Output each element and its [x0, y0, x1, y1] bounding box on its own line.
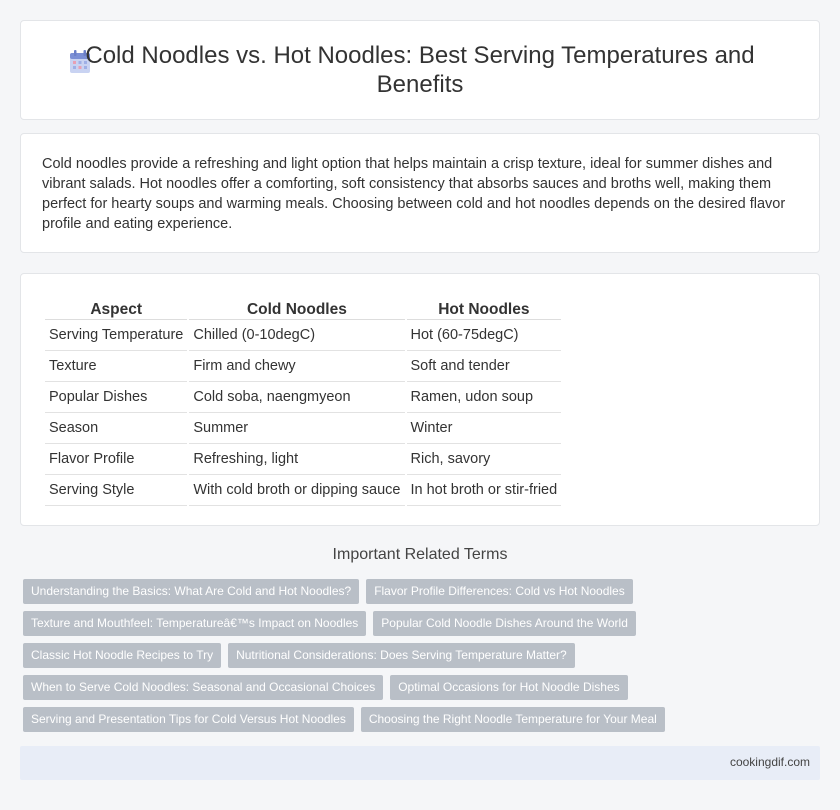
table-row	[45, 413, 561, 444]
related-term-link[interactable]: Popular Cold Noodle Dishes Around the World	[373, 611, 636, 636]
related-terms-list	[23, 579, 823, 739]
table-cell: In hot broth or stir-fried	[407, 475, 562, 506]
table-row	[45, 475, 561, 506]
table-cell: Winter	[407, 413, 562, 444]
table-cell: Flavor Profile	[45, 444, 187, 475]
intro-paragraph: Cold noodles provide a refreshing and light option that helps maintain a crisp texture, ideal for summer dishes and vibrant salads. Hot noodles offer a comforting, soft consistency that absorbs sauces and broths well, making them perfect for hearty soups and warming meals. Choosing between cold and hot noodles depends on the desired flavor profile and eating experience.	[42, 156, 786, 232]
table-cell: Season	[45, 413, 187, 444]
footer	[20, 746, 820, 780]
related-term-link[interactable]: Nutritional Considerations: Does Serving Temperature Matter?	[228, 643, 575, 668]
related-term-link[interactable]: Choosing the Right Noodle Temperature for Your Meal	[361, 707, 665, 732]
intro-card	[20, 133, 820, 253]
table-row	[45, 444, 561, 475]
table-cell: Hot (60-75degC)	[407, 320, 562, 351]
table-cell: Cold soba, naengmyeon	[189, 382, 404, 413]
related-term-link[interactable]: Texture and Mouthfeel: Temperatureâ€™s Impact on Noodles	[23, 611, 366, 636]
related-term-link[interactable]: Optimal Occasions for Hot Noodle Dishes	[390, 675, 627, 700]
table-header-row	[45, 294, 561, 320]
related-term-link[interactable]: Understanding the Basics: What Are Cold and Hot Noodles?	[23, 579, 359, 604]
header-hot-noodles: Hot Noodles	[407, 294, 562, 320]
table-cell: Firm and chewy	[189, 351, 404, 382]
table-row	[45, 382, 561, 413]
footer-site-link[interactable]: cookingdif.com	[729, 755, 810, 769]
table-cell: Rich, savory	[407, 444, 562, 475]
page-title: Cold Noodles vs. Hot Noodles: Best Serving Temperatures and Benefits	[85, 42, 755, 98]
related-term-link[interactable]: Flavor Profile Differences: Cold vs Hot Noodles	[366, 579, 633, 604]
header-aspect: Aspect	[45, 294, 187, 320]
table-cell: Ramen, udon soup	[407, 382, 562, 413]
related-term-link[interactable]: When to Serve Cold Noodles: Seasonal and Occasional Choices	[23, 675, 383, 700]
comparison-table	[43, 294, 563, 506]
table-cell: Serving Temperature	[45, 320, 187, 351]
related-term-link[interactable]: Serving and Presentation Tips for Cold Versus Hot Noodles	[23, 707, 354, 732]
related-term-link[interactable]: Classic Hot Noodle Recipes to Try	[23, 643, 221, 668]
table-cell: With cold broth or dipping sauce	[189, 475, 404, 506]
table-cell: Popular Dishes	[45, 382, 187, 413]
table-cell: Summer	[189, 413, 404, 444]
header-card	[20, 20, 820, 120]
table-cell: Texture	[45, 351, 187, 382]
table-cell: Chilled (0-10degC)	[189, 320, 404, 351]
table-row	[45, 351, 561, 382]
table-cell: Soft and tender	[407, 351, 562, 382]
table-cell: Refreshing, light	[189, 444, 404, 475]
table-row	[45, 320, 561, 351]
header-cold-noodles: Cold Noodles	[189, 294, 404, 320]
table-cell: Serving Style	[45, 475, 187, 506]
related-terms-heading: Important Related Terms	[332, 546, 508, 563]
comparison-table-card	[20, 273, 820, 526]
